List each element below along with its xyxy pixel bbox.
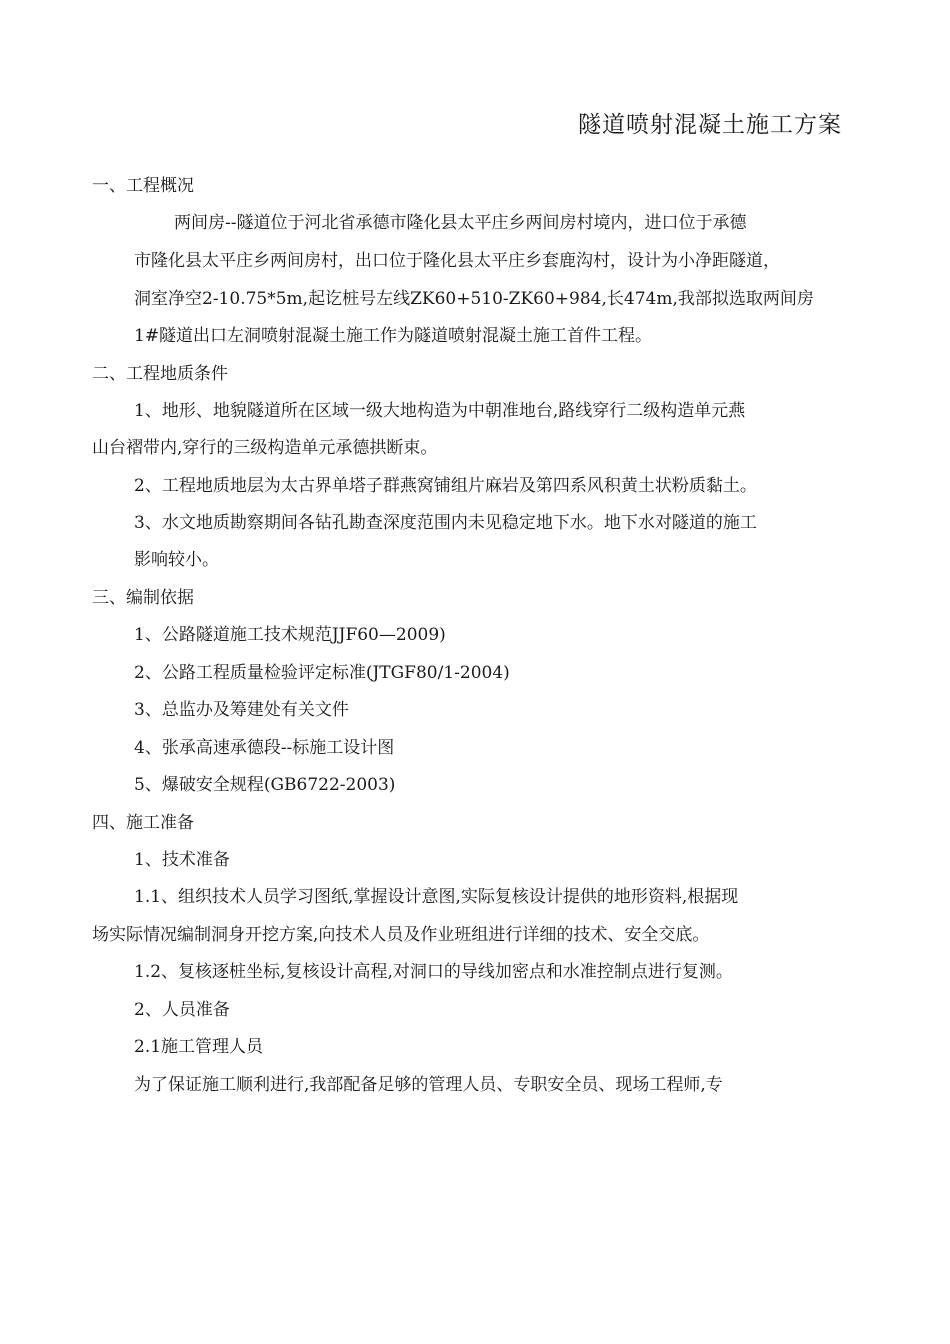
- paragraph-line: 1.2、复核逐桩坐标,复核设计高程,对洞口的导线加密点和水准控制点进行复测。: [134, 962, 733, 982]
- paragraph-line: 2、工程地质地层为太古界单塔子群燕窝铺组片麻岩及第四系风积黄土状粉质黏土。: [134, 476, 757, 496]
- paragraph-line: 1.1、组织技术人员学习图纸,掌握设计意图,实际复核设计提供的地形资料,根据现: [134, 887, 739, 907]
- section-heading-basis: 三、编制依据: [92, 588, 194, 608]
- list-item: 5、爆破安全规程(GB6722-2003): [134, 775, 396, 795]
- paragraph-line: 山台褶带内,穿行的三级构造单元承德拱断束。: [92, 438, 438, 458]
- subsection-heading: 2.1施工管理人员: [134, 1037, 264, 1057]
- list-item: 4、张承高速承德段--标施工设计图: [134, 738, 395, 758]
- section-heading-geology: 二、工程地质条件: [92, 364, 228, 384]
- list-item: 3、总监办及筹建处有关文件: [134, 700, 349, 720]
- paragraph-line: 为了保证施工顺利进行,我部配备足够的管理人员、专职安全员、现场工程师,专: [134, 1075, 723, 1095]
- paragraph-line: 3、水文地质勘察期间各钻孔勘查深度范围内未见稳定地下水。地下水对隧道的施工: [134, 513, 757, 533]
- list-item: 1、公路隧道施工技术规范JJF60—2009): [134, 625, 446, 645]
- subsection-heading: 2、人员准备: [134, 1000, 230, 1020]
- section-heading-preparation: 四、施工准备: [92, 813, 194, 833]
- paragraph-line: 两间房--隧道位于河北省承德市隆化县太平庄乡两间房村境内，进口位于承德: [174, 213, 747, 233]
- document-title: 隧道喷射混凝土施工方案: [578, 112, 842, 138]
- subsection-heading: 1、技术准备: [134, 850, 230, 870]
- paragraph-line: 市隆化县太平庄乡两间房村，出口位于隆化县太平庄乡套鹿沟村，设计为小净距隧道，: [134, 251, 780, 271]
- paragraph-line: 1#隧道出口左洞喷射混凝土施工作为隧道喷射混凝土施工首件工程。: [134, 326, 653, 346]
- paragraph-line: 1、地形、地貌隧道所在区域一级大地构造为中朝准地台,路线穿行二级构造单元燕: [134, 401, 746, 421]
- list-item: 2、公路工程质量检验评定标准(JTGF80/1-2004): [134, 663, 510, 683]
- paragraph-line: 场实际情况编制洞身开挖方案,向技术人员及作业班组进行详细的技术、安全交底。: [92, 925, 710, 945]
- paragraph-line: 洞室净空2-10.75*5m,起讫桩号左线ZK60+510-ZK60+984,长474m,我部拟选取两间房: [134, 289, 814, 309]
- paragraph-line: 影响较小。: [134, 550, 219, 570]
- section-heading-overview: 一、工程概况: [92, 176, 194, 196]
